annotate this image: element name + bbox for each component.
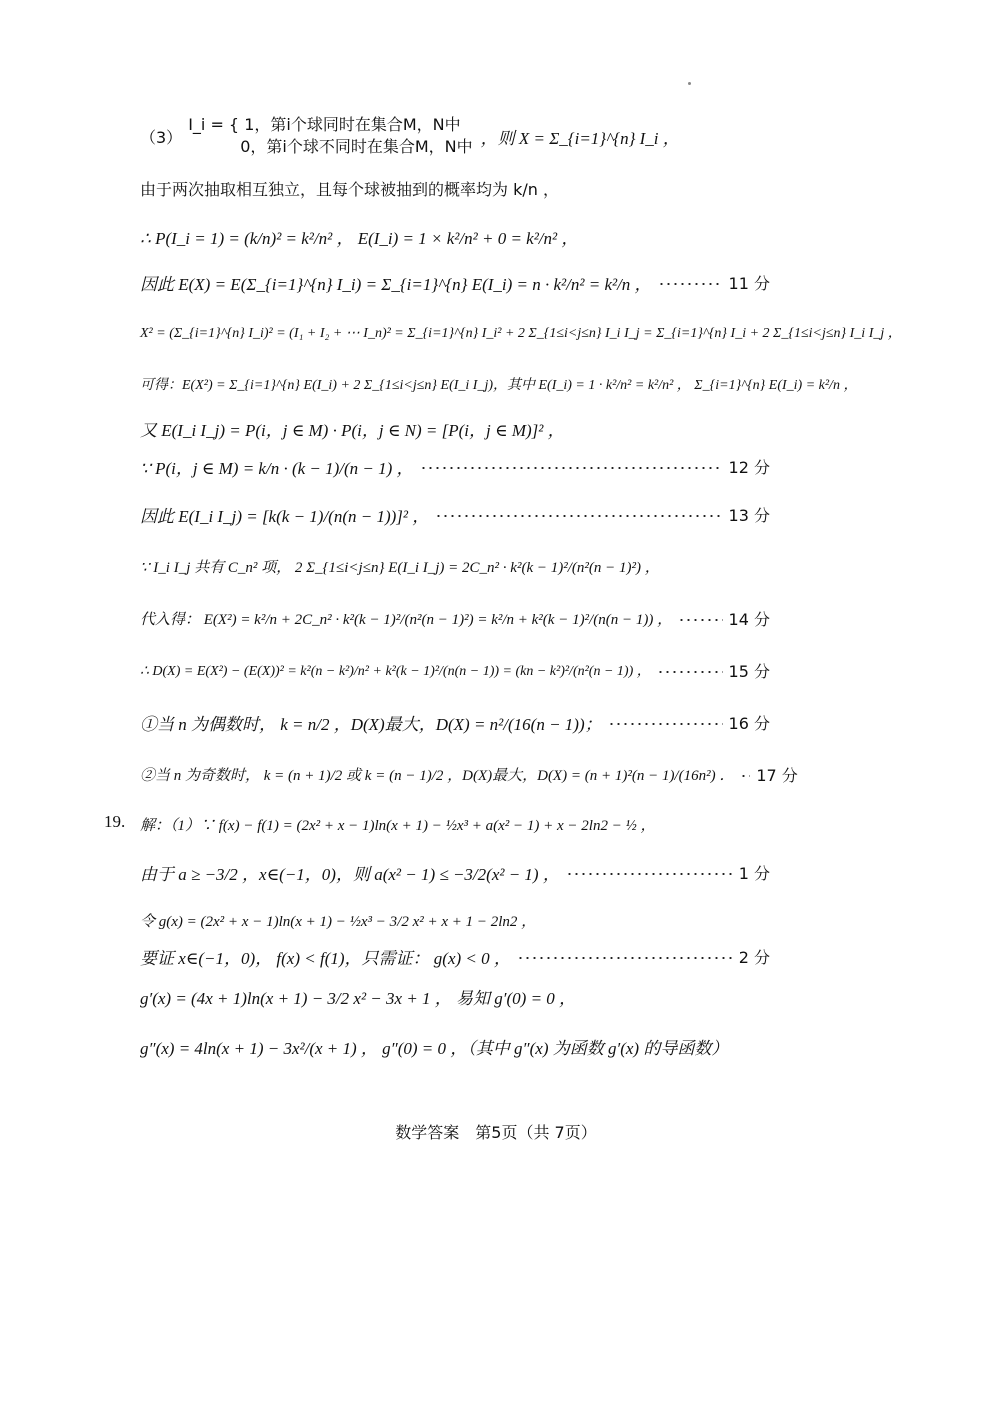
line-text: 令 g(x) = (2x² + x − 1)ln(x + 1) − ½x³ − 3/2 x² + x + 1 − 2ln2 ，: [140, 913, 537, 930]
leader-dots: [740, 775, 750, 777]
q19-line-3: [140, 900, 770, 940]
score-mark: 16 分: [728, 713, 770, 733]
leader-dots: [658, 283, 723, 285]
line-text: ∴ D(X) = E(X²) − (E(X))² = k²(n − k²)/n² + k²(k − 1)²/(n(n − 1)) = (kn − k²)²/(n²(n − 1)) ，: [140, 664, 651, 679]
line-text: 解：（1）∵ f(x) − f(1) = (2x² + x − 1)ln(x + 1) − ½x³ + a(x² − 1) + x − 2ln2 − ½ ，: [140, 817, 656, 834]
line-text: g′(x) = (4x + 1)ln(x + 1) − 3/2 x² − 3x + 1 ， 易知 g′(0) = 0 ，: [140, 988, 577, 1008]
line-text: ∴ P(I_i = 1) = (k/n)² = k²/n² ， E(I_i) = 1 × k²/n² + 0 = k²/n² ，: [140, 228, 579, 248]
q19-line-4: [140, 936, 770, 976]
solution-line-6: [140, 408, 770, 448]
q19-line-6: [140, 1026, 770, 1066]
leader-dots: [566, 873, 733, 875]
line-text: ①当 n 为偶数时， k = n/2 ，D(X)最大，D(X) = n²/(16(n − 1))；: [140, 714, 602, 734]
part3-definition: [140, 112, 770, 160]
line-text: ∵ P(i，j ∈ M) = k/n · (k − 1)/(n − 1) ，: [140, 458, 414, 478]
score-mark: 12 分: [728, 457, 770, 477]
score-mark: 14 分: [728, 609, 770, 629]
line-text: 代入得： E(X²) = k²/n + 2C_n² · k²(k − 1)²/(n²(n − 1)²) = k²/n + k²(k − 1)²/(n(n − 1)) ，: [140, 611, 673, 628]
q19-line-2: [140, 852, 770, 892]
line-text: g″(x) = 4ln(x + 1) − 3x²/(x + 1) ， g″(0) = 0 ，（其中 g″(x) 为函数 g′(x) 的导函数）: [140, 1038, 729, 1058]
piecewise-case-1: I_i = { 1，第i个球同时在集合M，N中: [188, 115, 461, 134]
solution-line-9: [140, 546, 770, 586]
line-text: 由于 a ≥ −3/2 ，x∈(−1，0)，则 a(x² − 1) ≤ −3/2(x² − 1) ，: [140, 864, 560, 884]
solution-line-7: [140, 446, 770, 486]
solution-line-13: [140, 754, 798, 794]
piecewise: [188, 114, 472, 158]
leader-dots: [435, 515, 722, 517]
solution-line-4: [140, 312, 902, 352]
scan-dot: [688, 82, 691, 85]
leader-dots: [608, 723, 723, 725]
solution-line-11: [140, 650, 770, 690]
line-text: 因此 E(I_i I_j) = [k(k − 1)/(n(n − 1))]² ，: [140, 506, 430, 526]
q19-line-5: [140, 976, 770, 1016]
score-mark: 11 分: [728, 273, 770, 293]
score-mark: 15 分: [728, 661, 770, 681]
page-footer: 数学答案 第5页（共 7页）: [395, 1123, 597, 1142]
line-text: 可得：E(X²) = Σ_{i=1}^{n} E(I_i) + 2 Σ_{1≤i<j≤n} E(I_i I_j)，其中 E(I_i) = 1 · k²/n² = k²/n² ， Σ_{i=1}^{n} E(I_i) = k²/n ，: [140, 378, 858, 393]
line-text: 因此 E(X) = E(Σ_{i=1}^{n} I_i) = Σ_{i=1}^{n} E(I_i) = n · k²/n² = k²/n ，: [140, 274, 652, 294]
score-mark: 13 分: [728, 505, 770, 525]
piecewise-case-2: 0，第i个球不同时在集合M，N中: [240, 137, 473, 156]
line-text: ∵ I_i I_j 共有 C_n² 项， 2 Σ_{1≤i<j≤n} E(I_i I_j) = 2C_n² · k²(k − 1)²/(n²(n − 1)²) ，: [140, 559, 660, 576]
solution-line-1: [140, 168, 770, 208]
part3-tail: ，则 X = Σ_{i=1}^{n} I_i ，: [480, 128, 680, 148]
q19-line-1: [140, 804, 770, 844]
solution-line-8: [140, 494, 770, 534]
part3-label: （3）: [140, 127, 183, 147]
solution-line-5: [140, 364, 858, 404]
line-text: ②当 n 为奇数时， k = (n + 1)/2 或 k = (n − 1)/2 ，D(X)最大，D(X) = (n + 1)²(n − 1)/(16n²) ．: [140, 767, 735, 784]
leader-dots: [420, 467, 723, 469]
solution-line-2: [140, 216, 770, 256]
leader-dots: [517, 957, 733, 959]
line-text: X² = (Σ_{i=1}^{n} I_i)² = (I₁ + I₂ + ⋯ I_n)² = Σ_{i=1}^{n} I_i² + 2 Σ_{1≤i<j≤n} I_i I_j = Σ_{i=1}^{n} I_i + 2 Σ_{1≤i<j≤n} I_i I_j ，: [140, 326, 902, 341]
line-text: 又 E(I_i I_j) = P(i，j ∈ M) · P(i，j ∈ N) = [P(i，j ∈ M)]² ，: [140, 420, 565, 440]
solution-line-12: [140, 702, 770, 742]
solution-line-3: [140, 262, 770, 302]
leader-dots: [678, 619, 722, 621]
solution-line-10: [140, 598, 770, 638]
leader-dots: [657, 671, 723, 673]
score-mark: 1 分: [738, 863, 770, 883]
score-mark: 2 分: [738, 947, 770, 967]
question-number: 19.: [104, 812, 126, 831]
line-text: 由于两次抽取相互独立，且每个球被抽到的概率均为 k/n ，: [140, 179, 559, 199]
line-text: 要证 x∈(−1，0)， f(x) < f(1)，只需证： g(x) < 0 ，: [140, 948, 511, 968]
score-mark: 17 分: [756, 765, 798, 785]
